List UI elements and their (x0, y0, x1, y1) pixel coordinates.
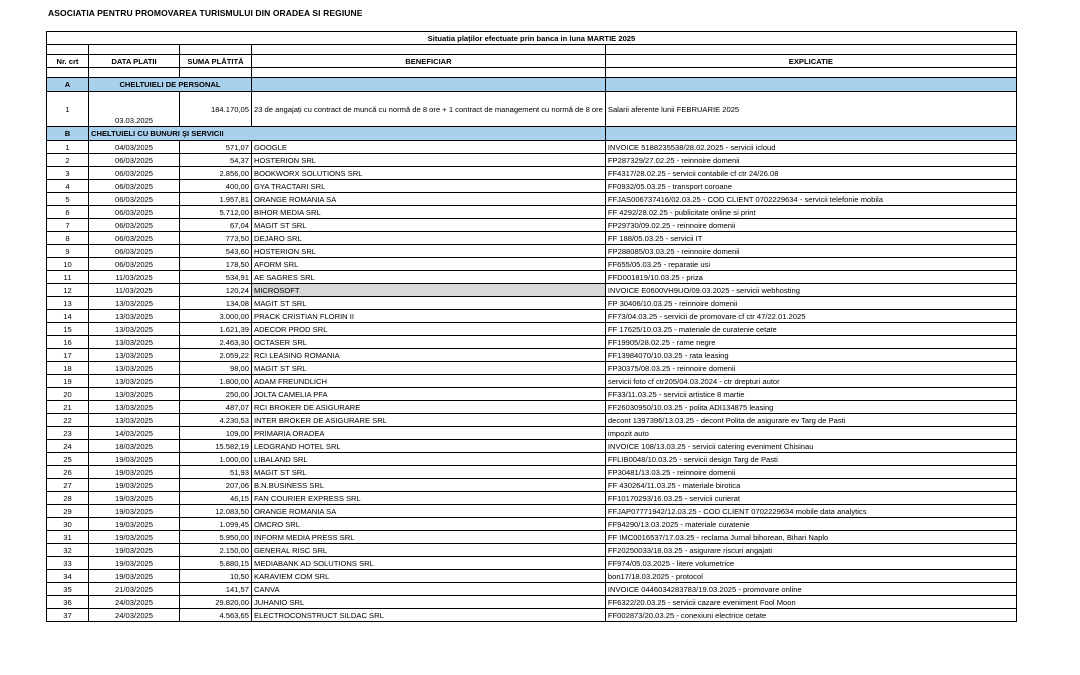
table-row (47, 310, 1017, 323)
row-amount: 2.856,00 (180, 167, 252, 180)
row-amount: 46,15 (180, 492, 252, 505)
row-beneficiary: MAGIT ST SRL (252, 466, 606, 479)
section-code: B (47, 127, 89, 141)
row-amount: 1.000,00 (180, 453, 252, 466)
row-amount: 29.820,00 (180, 596, 252, 609)
row-explanation: FF 4292/28.02.25 - publicitate online si print (605, 206, 1016, 219)
column-header-beneficiary: BENEFICIAR (252, 55, 606, 68)
row-amount: 5.950,00 (180, 531, 252, 544)
table-row (47, 544, 1017, 557)
table-row (47, 297, 1017, 310)
row-explanation: FF 430264/11.03.25 - materiale birotica (605, 479, 1016, 492)
row-beneficiary: OMCRO SRL (252, 518, 606, 531)
row-amount: 1.099,45 (180, 518, 252, 531)
row-amount: 2.150,00 (180, 544, 252, 557)
row-nr: 34 (47, 570, 89, 583)
row-explanation: FP30481/13.03.25 - reinnoire domenii (605, 466, 1016, 479)
row-date: 19/03/2025 (89, 505, 180, 518)
row-date: 14/03/2025 (89, 427, 180, 440)
row-nr: 26 (47, 466, 89, 479)
row-beneficiary: HOSTERION SRL (252, 245, 606, 258)
row-nr: 28 (47, 492, 89, 505)
section-code: A (47, 78, 89, 92)
row-explanation: INVOICE 0446034283783/19.03.2025 - promovare online (605, 583, 1016, 596)
row-beneficiary: PRACK CRISTIAN FLORIN II (252, 310, 606, 323)
row-beneficiary: JUHANIO SRL (252, 596, 606, 609)
row-explanation: FFJAS006737416/02.03.25 - COD CLIENT 0702229634 - servicii telefonie mobila (605, 193, 1016, 206)
row-beneficiary: ADECOR PROD SRL (252, 323, 606, 336)
row-date: 13/03/2025 (89, 401, 180, 414)
row-nr: 16 (47, 336, 89, 349)
row-nr: 14 (47, 310, 89, 323)
row-date: 19/03/2025 (89, 518, 180, 531)
row-explanation: INVOICE 5188235538/28.02.2025 - servicii icloud (605, 141, 1016, 154)
row-beneficiary: MAGIT ST SRL (252, 297, 606, 310)
table-row (47, 453, 1017, 466)
row-amount: 5.712,00 (180, 206, 252, 219)
row-beneficiary: HOSTERION SRL (252, 154, 606, 167)
row-date: 24/03/2025 (89, 596, 180, 609)
row-explanation: FFJAP07771942/12.03.25 - COD CLIENT 0702229634 mobile data analytics (605, 505, 1016, 518)
row-nr: 23 (47, 427, 89, 440)
row-explanation: FF6322/20.03.25 - servicii cazare eveniment Fool Moon (605, 596, 1016, 609)
table-row (47, 167, 1017, 180)
row-beneficiary: MEDIABANK AD SOLUTIONS SRL (252, 557, 606, 570)
row-amount: 120,24 (180, 284, 252, 297)
row-beneficiary: BIHOR MEDIA SRL (252, 206, 606, 219)
row-date: 19/03/2025 (89, 479, 180, 492)
table-row (47, 609, 1017, 622)
row-beneficiary: INFORM MEDIA PRESS SRL (252, 531, 606, 544)
row-date: 06/03/2025 (89, 206, 180, 219)
row-date: 06/03/2025 (89, 219, 180, 232)
row-date: 19/03/2025 (89, 453, 180, 466)
row-amount: 12.083,50 (180, 505, 252, 518)
row-nr: 12 (47, 284, 89, 297)
row-explanation: FF4317/28.02.25 - servicii contabile cf ctr 24/26.08 (605, 167, 1016, 180)
row-explanation: FF0932/05.03.25 - transport coroane (605, 180, 1016, 193)
section-a-row (47, 78, 1017, 92)
row-date: 21/03/2025 (89, 583, 180, 596)
row-amount: 109,00 (180, 427, 252, 440)
row-explanation: FF26030950/10.03.25 - polita ADI134875 leasing (605, 401, 1016, 414)
row-explanation: FF20250033/18.03.25 - asigurare riscuri angajati (605, 544, 1016, 557)
row-beneficiary: BOOKWORX SOLUTIONS SRL (252, 167, 606, 180)
table-row (47, 557, 1017, 570)
row-date: 06/03/2025 (89, 258, 180, 271)
row-explanation: FP288085/03.03.25 - reinnoire domenii (605, 245, 1016, 258)
row-amount: 184.170,05 (180, 92, 252, 127)
row-beneficiary: LEOGRAND HOTEL SRL (252, 440, 606, 453)
table-row (47, 479, 1017, 492)
row-nr: 10 (47, 258, 89, 271)
row-amount: 2.059,22 (180, 349, 252, 362)
table-row (47, 414, 1017, 427)
row-date: 06/03/2025 (89, 154, 180, 167)
row-amount: 1.957,81 (180, 193, 252, 206)
row-amount: 534,91 (180, 271, 252, 284)
row-explanation: FF 188/05.03.25 - servicii IT (605, 232, 1016, 245)
table-row (47, 193, 1017, 206)
table-row (47, 440, 1017, 453)
column-header-explanation: EXPLICATIE (605, 55, 1016, 68)
table-row (47, 92, 1017, 127)
row-beneficiary: DEJARO SRL (252, 232, 606, 245)
row-nr: 21 (47, 401, 89, 414)
column-header-row (47, 55, 1017, 68)
row-explanation: FF 17625/10.03.25 - materiale de curatenie cetate (605, 323, 1016, 336)
row-amount: 400,00 (180, 180, 252, 193)
row-date: 19/03/2025 (89, 531, 180, 544)
row-beneficiary: FAN COURIER EXPRESS SRL (252, 492, 606, 505)
row-explanation: FFD001819/10.03.25 - priza (605, 271, 1016, 284)
row-date: 13/03/2025 (89, 310, 180, 323)
table-title: Situatia plaților efectuate prin banca in luna MARTIE 2025 (47, 32, 1017, 45)
row-amount: 51,93 (180, 466, 252, 479)
row-nr: 18 (47, 362, 89, 375)
row-nr: 22 (47, 414, 89, 427)
row-beneficiary: GOOGLE (252, 141, 606, 154)
row-nr: 35 (47, 583, 89, 596)
row-nr: 3 (47, 167, 89, 180)
row-explanation: FF19905/28.02.25 - rame negre (605, 336, 1016, 349)
table-row (47, 336, 1017, 349)
row-nr: 24 (47, 440, 89, 453)
table-row (47, 180, 1017, 193)
table-row (47, 219, 1017, 232)
row-date: 19/03/2025 (89, 466, 180, 479)
row-nr: 25 (47, 453, 89, 466)
row-beneficiary: KARAVIEM COM SRL (252, 570, 606, 583)
table-row (47, 388, 1017, 401)
row-nr: 15 (47, 323, 89, 336)
row-date: 11/03/2025 (89, 271, 180, 284)
row-nr: 33 (47, 557, 89, 570)
row-beneficiary: CANVA (252, 583, 606, 596)
blank-row (47, 45, 1017, 55)
row-date: 03.03.2025 (89, 92, 180, 127)
row-nr: 6 (47, 206, 89, 219)
row-explanation: FF IMC0016537/17.03.25 - reclama Jurnal bihorean, Bihari Naplo (605, 531, 1016, 544)
table-row (47, 518, 1017, 531)
table-row (47, 323, 1017, 336)
table-row (47, 375, 1017, 388)
row-explanation: INVOICE E0600VH9UO/09.03.2025 - servicii webhosting (605, 284, 1016, 297)
row-date: 06/03/2025 (89, 167, 180, 180)
table-row (47, 349, 1017, 362)
row-date: 19/03/2025 (89, 570, 180, 583)
table-row (47, 466, 1017, 479)
column-header-nr: Nr. crt (47, 55, 89, 68)
row-amount: 543,60 (180, 245, 252, 258)
table-row (47, 583, 1017, 596)
row-amount: 178,50 (180, 258, 252, 271)
row-nr: 31 (47, 531, 89, 544)
table-row (47, 531, 1017, 544)
row-beneficiary: MAGIT ST SRL (252, 219, 606, 232)
table-title-row (47, 32, 1017, 45)
row-date: 18/03/2025 (89, 440, 180, 453)
row-explanation: FF33/11.03.25 - servicii artistice 8 martie (605, 388, 1016, 401)
row-nr: 4 (47, 180, 89, 193)
row-amount: 5.880,15 (180, 557, 252, 570)
row-amount: 571,07 (180, 141, 252, 154)
blank-row (47, 68, 1017, 78)
row-explanation: FFLIB0048/10.03.25 - servicii design Targ de Pasti (605, 453, 1016, 466)
row-date: 13/03/2025 (89, 375, 180, 388)
row-date: 19/03/2025 (89, 544, 180, 557)
row-date: 13/03/2025 (89, 297, 180, 310)
row-amount: 67,04 (180, 219, 252, 232)
table-row (47, 232, 1017, 245)
row-amount: 134,08 (180, 297, 252, 310)
row-explanation: FP30375/08.03.25 - reinnoire domenii (605, 362, 1016, 375)
row-explanation: FF10170293/16.03.25 - servicii curierat (605, 492, 1016, 505)
section-b-row (47, 127, 1017, 141)
row-explanation: FF13984070/10.03.25 - rata leasing (605, 349, 1016, 362)
row-beneficiary: B.N.BUSINESS SRL (252, 479, 606, 492)
row-explanation: bon17/18.03.2025 - protocol (605, 570, 1016, 583)
row-beneficiary: ADAM FREUNDLICH (252, 375, 606, 388)
row-amount: 10,50 (180, 570, 252, 583)
row-nr: 30 (47, 518, 89, 531)
row-amount: 773,50 (180, 232, 252, 245)
row-date: 06/03/2025 (89, 193, 180, 206)
row-explanation: servicii foto cf ctr205/04.03.2024 - ctr drepturi autor (605, 375, 1016, 388)
row-explanation: FF002873/20.03.25 - conexiuni electrice cetate (605, 609, 1016, 622)
row-explanation: Salarii aferente lunii FEBRUARIE 2025 (605, 92, 1016, 127)
row-date: 06/03/2025 (89, 180, 180, 193)
row-explanation: INVOICE 108/13.03.25 - servicii catering eveniment Chisinau (605, 440, 1016, 453)
row-amount: 3.000,00 (180, 310, 252, 323)
table-row (47, 284, 1017, 297)
row-amount: 54,37 (180, 154, 252, 167)
row-amount: 207,06 (180, 479, 252, 492)
row-nr: 1 (47, 141, 89, 154)
section-label: CHELTUIELI CU BUNURI ŞI SERVICII (89, 127, 606, 141)
row-amount: 4.230,53 (180, 414, 252, 427)
row-nr: 19 (47, 375, 89, 388)
row-nr: 37 (47, 609, 89, 622)
row-explanation: FF94290/13.03.2025 - materiale curatenie (605, 518, 1016, 531)
row-date: 13/03/2025 (89, 414, 180, 427)
table-row (47, 245, 1017, 258)
row-date: 19/03/2025 (89, 557, 180, 570)
section-label: CHELTUIELI DE PERSONAL (89, 78, 252, 92)
row-beneficiary: GENERAL RISC SRL (252, 544, 606, 557)
payments-table (46, 31, 1017, 622)
row-beneficiary: RCI BROKER DE ASIGURARE (252, 401, 606, 414)
row-amount: 487,07 (180, 401, 252, 414)
row-amount: 1.621,39 (180, 323, 252, 336)
table-row (47, 401, 1017, 414)
row-amount: 15.582,19 (180, 440, 252, 453)
table-row (47, 427, 1017, 440)
row-nr: 5 (47, 193, 89, 206)
row-explanation: FF655/05.03.25 - reparatie usi (605, 258, 1016, 271)
row-nr: 1 (47, 92, 89, 127)
row-beneficiary: ELECTROCONSTRUCT SILDAC SRL (252, 609, 606, 622)
table-row (47, 596, 1017, 609)
table-row (47, 362, 1017, 375)
row-explanation: FP29730/09.02.25 - reinnoire domenii (605, 219, 1016, 232)
table-row (47, 505, 1017, 518)
row-beneficiary: AFORM SRL (252, 258, 606, 271)
row-nr: 29 (47, 505, 89, 518)
row-beneficiary: PRIMARIA ORADEA (252, 427, 606, 440)
row-beneficiary: ORANGE ROMANIA SA (252, 193, 606, 206)
row-explanation: FF73/04.03.25 - servicii de promovare cf ctr 47/22.01.2025 (605, 310, 1016, 323)
row-nr: 2 (47, 154, 89, 167)
row-date: 13/03/2025 (89, 336, 180, 349)
row-beneficiary: JOLTA CAMELIA PFA (252, 388, 606, 401)
row-nr: 17 (47, 349, 89, 362)
row-nr: 13 (47, 297, 89, 310)
organization-name: ASOCIATIA PENTRU PROMOVAREA TURISMULUI DIN ORADEA SI REGIUNE (48, 8, 363, 18)
row-beneficiary: RCI LEASING ROMANIA (252, 349, 606, 362)
row-date: 13/03/2025 (89, 388, 180, 401)
row-date: 06/03/2025 (89, 245, 180, 258)
row-explanation: impozit auto (605, 427, 1016, 440)
row-explanation: FF974/05.03.2025 - litere volumetrice (605, 557, 1016, 570)
row-date: 13/03/2025 (89, 349, 180, 362)
row-beneficiary: OCTASER SRL (252, 336, 606, 349)
row-nr: 9 (47, 245, 89, 258)
row-amount: 2.463,30 (180, 336, 252, 349)
table-row (47, 141, 1017, 154)
table-row (47, 492, 1017, 505)
table-row (47, 206, 1017, 219)
row-beneficiary: 23 de angajați cu contract de muncă cu normă de 8 ore + 1 contract de management cu normă de 8 ore (252, 92, 606, 127)
row-nr: 32 (47, 544, 89, 557)
row-amount: 141,57 (180, 583, 252, 596)
table-row (47, 154, 1017, 167)
row-date: 19/03/2025 (89, 492, 180, 505)
row-explanation: FP287329/27.02.25 - reinnoire domenii (605, 154, 1016, 167)
row-amount: 1.800,00 (180, 375, 252, 388)
column-header-date: DATA PLATII (89, 55, 180, 68)
table-row (47, 271, 1017, 284)
row-explanation: decont 1397396/13.03.25 - decont Polita de asigurare ev Targ de Pasti (605, 414, 1016, 427)
row-beneficiary: MAGIT ST SRL (252, 362, 606, 375)
table-row (47, 570, 1017, 583)
row-beneficiary: AE SAGRES SRL (252, 271, 606, 284)
row-date: 11/03/2025 (89, 284, 180, 297)
row-nr: 20 (47, 388, 89, 401)
column-header-amount: SUMA PLĂTITĂ (180, 55, 252, 68)
row-date: 13/03/2025 (89, 323, 180, 336)
row-amount: 4.563,65 (180, 609, 252, 622)
row-beneficiary: ORANGE ROMANIA SA (252, 505, 606, 518)
row-date: 06/03/2025 (89, 232, 180, 245)
row-nr: 11 (47, 271, 89, 284)
row-date: 04/03/2025 (89, 141, 180, 154)
row-beneficiary: INTER BROKER DE ASIGURARE SRL (252, 414, 606, 427)
row-date: 24/03/2025 (89, 609, 180, 622)
row-date: 13/03/2025 (89, 362, 180, 375)
table-row (47, 258, 1017, 271)
row-beneficiary: LIBALAND SRL (252, 453, 606, 466)
row-nr: 36 (47, 596, 89, 609)
row-beneficiary: GYA TRACTARI SRL (252, 180, 606, 193)
row-amount: 250,00 (180, 388, 252, 401)
row-beneficiary: MICROSOFT (252, 284, 606, 297)
row-nr: 7 (47, 219, 89, 232)
row-nr: 27 (47, 479, 89, 492)
row-explanation: FP 30406/10.03.25 - reinnoire domenii (605, 297, 1016, 310)
row-amount: 98,00 (180, 362, 252, 375)
row-nr: 8 (47, 232, 89, 245)
